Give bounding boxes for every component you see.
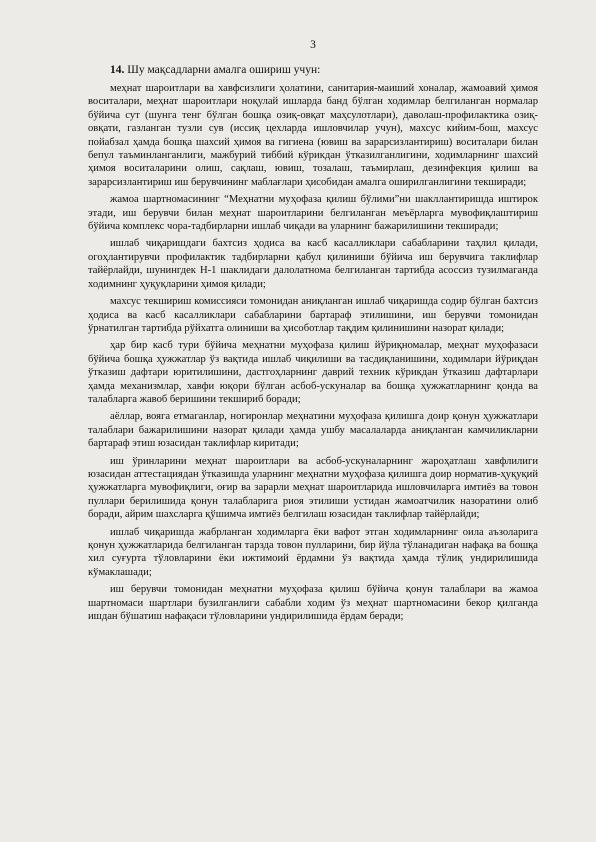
paragraph-9: иш берувчи томонидан меҳнатни муҳофаза қилиш бўйича қонун талаблари ва жамоа шартномаси шартлари бузилганлиги сабабли ходим ўз меҳнат шартномасини бекор қилганда ишдан бўшатиш нафақаси тўловларини ундирилишида ёрдам беради; [88, 584, 538, 623]
heading-text: Шу мақсадларни амалга ошириш учун: [124, 64, 321, 76]
paragraph-5: ҳар бир касб тури бўйича меҳнатни муҳофаза қилиш йўриқномалар, меҳнат муҳофазаси бўйича бошқа ҳужжатлар ўз вақтида ишлаб чиқилиши ва тасдиқланишини, ходимлари йўриқдан ўтказиш дафтари юритилишини, дастгоҳларнинг даврий техник кўрикдан ўтказиш дафтарлари ҳамда механизмлар, хавфи юқори бўлган асбоб-ускуналар ва бошқа ҳужжатларнинг қонда ва талабларга жавоб беришини текшириб боради; [88, 340, 538, 405]
heading-number: 14. [110, 64, 125, 76]
section-heading [88, 63, 538, 77]
paragraph-6: аёллар, вояга етмаганлар, ногиронлар меҳнатини муҳофаза қилишга доир қонун ҳужжатлари талаблари бажарилишини назорат қилади ҳамда ушбу масалаларда аниқланган камчиликларни бартараф этиш юзасидан таклифлар киритади; [88, 411, 538, 450]
paragraph-7: иш ўринларини меҳнат шароитлари ва асбоб-ускуналарнинг жароҳатлаш хавфлилиги юзасидан аттестациядан ўтказишда уларнинг меҳнатни муҳофаза қилишга доир норматив-ҳуқуқий ҳужжатларга мувофиқлиги, оғир ва зарарли меҳнат шароитларида ишловчиларга имтиёз ва товон пуллари берилишида қонун талабларига риоя этилиши устидан жамоатчилик назоратини олиб боради, айрим шахсларга қўшимча имтиёз белгилаш юзасидан таклифлар тайёрлайди; [88, 455, 538, 521]
paragraph-4: махсус текшириш комиссияси томонидан аниқланган ишлаб чиқаришда содир бўлган бахтсиз ҳодиса ва касб касалликлари сабабларини бартараф этилишини, иш берувчи томонидан ўрнатилган тартибда рўйхатга олиниши ва ҳисоботлар тақдим қилинишини назорат қилади; [88, 296, 538, 334]
paragraph-2: жамоа шартномасининг “Меҳнатни муҳофаза қилиш бўлими”ни шакллантиришда иштирок этади, иш берувчи билан меҳнат шароитларини белгиланган меъёрларга мувофиқлаштириш бўйича комплекс чора-тадбирларни ишлаб чиқади ва уларнинг бажарилишини текширади; [88, 194, 538, 233]
paragraph-1: меҳнат шароитлари ва хавфсизлиги ҳолатини, санитария-маиший хоналар, жамоавий ҳимоя воситалари, меҳнат шароитлари ноқулай ишларда банд бўлган ходимлар белгиланган нормалар бўйича сут (шунга тенг бўлган бошқа озиқ-овқат маҳсулотлари), даволаш-профилактика озиқ-овқати, газланган тузли сув (иссиқ цехларда ишловчилар учун), махсус кийим-бош, махсус пойабзал ҳамда бошқа шахсий ҳимоя ва гигиена (ювиш ва зарарсизлантириш) воситалари билан бепул таъминланганлиги, мажбурий тиббий кўрикдан ўтказилганлигини, ходимларнинг шахсий ҳимоя воситаларини олиш, сақлаш, ювиш, тозалаш, таъмирлаш, дезинфекция қилиш ва зарарсизлантириш иш берувчининг маблағлари ҳисобидан амалга оширилганлигини текширади; [88, 83, 538, 188]
page-number: 3 [310, 39, 316, 51]
paragraph-8: ишлаб чиқаришда жабрланган ходимларга ёки вафот этган ходимларнинг оила аъзоларига қонун ҳужжатларида белгиланган тарзда товон пулларини, бир йўла тўланадиган нафақа ва бошқа хил суғурта тўловларини ёки ижтимоий ёрдамни ўз вақтида ҳамда тўлиқ ундирилишида кўмаклашади; [88, 526, 538, 578]
paragraph-3: ишлаб чиқаришдаги бахтсиз ҳодиса ва касб касалликлари сабабларини таҳлил қилади, огоҳлантирувчи профилактик тадбирларни қабул қилиниши бўйича иш берувчига таклифлар тайёрлайди, шунингдек Н-1 шаклидаги далолатнома белгиланган тартибда асоссиз тузилмаганда ходимнинг ҳуқуқларини ҳимоя қилади; [88, 238, 538, 290]
